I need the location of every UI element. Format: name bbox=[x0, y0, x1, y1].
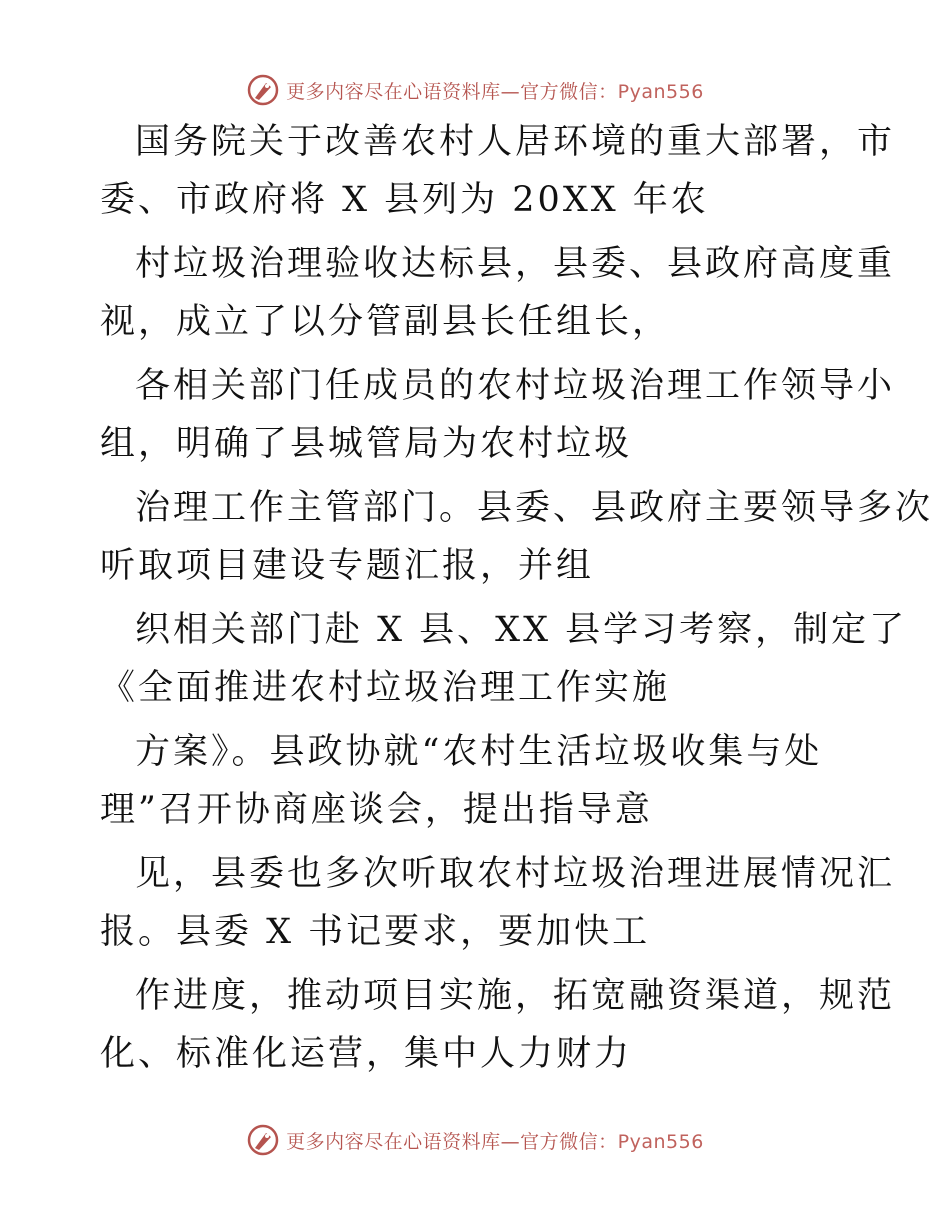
header-watermark bbox=[0, 70, 950, 110]
watermark-text bbox=[286, 1127, 704, 1154]
text-line: 报。县委 X 书记要求，要加快工 bbox=[100, 912, 651, 952]
pen-nib-logo-icon bbox=[246, 1123, 280, 1157]
text-line: 各相关部门任成员的农村垃圾治理工作领导小 bbox=[135, 366, 896, 406]
text-line: 视，成立了以分管副县长任组长， bbox=[100, 302, 671, 342]
text-line: 治理工作主管部门。县委、县政府主要领导多次 bbox=[135, 488, 934, 528]
text-line: 村垃圾治理验收达标县，县委、县政府高度重 bbox=[135, 244, 896, 284]
watermark-wechat-id: Pyan556 bbox=[617, 80, 704, 103]
text-line: 组，明确了县城管局为农村垃圾 bbox=[100, 424, 633, 464]
text-line: 听取项目建设专题汇报，并组 bbox=[100, 546, 595, 586]
text-line: 《全面推进农村垃圾治理工作实施 bbox=[100, 668, 671, 708]
text-line: 国务院关于改善农村人居环境的重大部署，市 bbox=[135, 122, 896, 162]
text-line: 织相关部门赴 X 县、XX 县学习考察，制定了 bbox=[135, 610, 908, 650]
watermark-text bbox=[286, 77, 704, 104]
text-line: 化、标准化运营，集中人力财力 bbox=[100, 1034, 633, 1074]
watermark-text-cn: 更多内容尽在心语资料库—官方微信： bbox=[286, 80, 618, 103]
watermark-text-cn: 更多内容尽在心语资料库—官方微信： bbox=[286, 1130, 618, 1153]
text-line: 见，县委也多次听取农村垃圾治理进展情况汇 bbox=[135, 854, 896, 894]
pen-nib-logo-icon bbox=[246, 73, 280, 107]
text-line: 方案》。县政协就“农村生活垃圾收集与处 bbox=[135, 732, 823, 772]
watermark-wechat-id: Pyan556 bbox=[617, 1130, 704, 1153]
text-line: 作进度，推动项目实施，拓宽融资渠道，规范 bbox=[135, 976, 896, 1016]
text-line: 委、市政府将 X 县列为 20XX 年农 bbox=[100, 180, 709, 220]
footer-watermark bbox=[0, 1120, 950, 1160]
text-line: 理”召开协商座谈会，提出指导意 bbox=[100, 790, 653, 830]
